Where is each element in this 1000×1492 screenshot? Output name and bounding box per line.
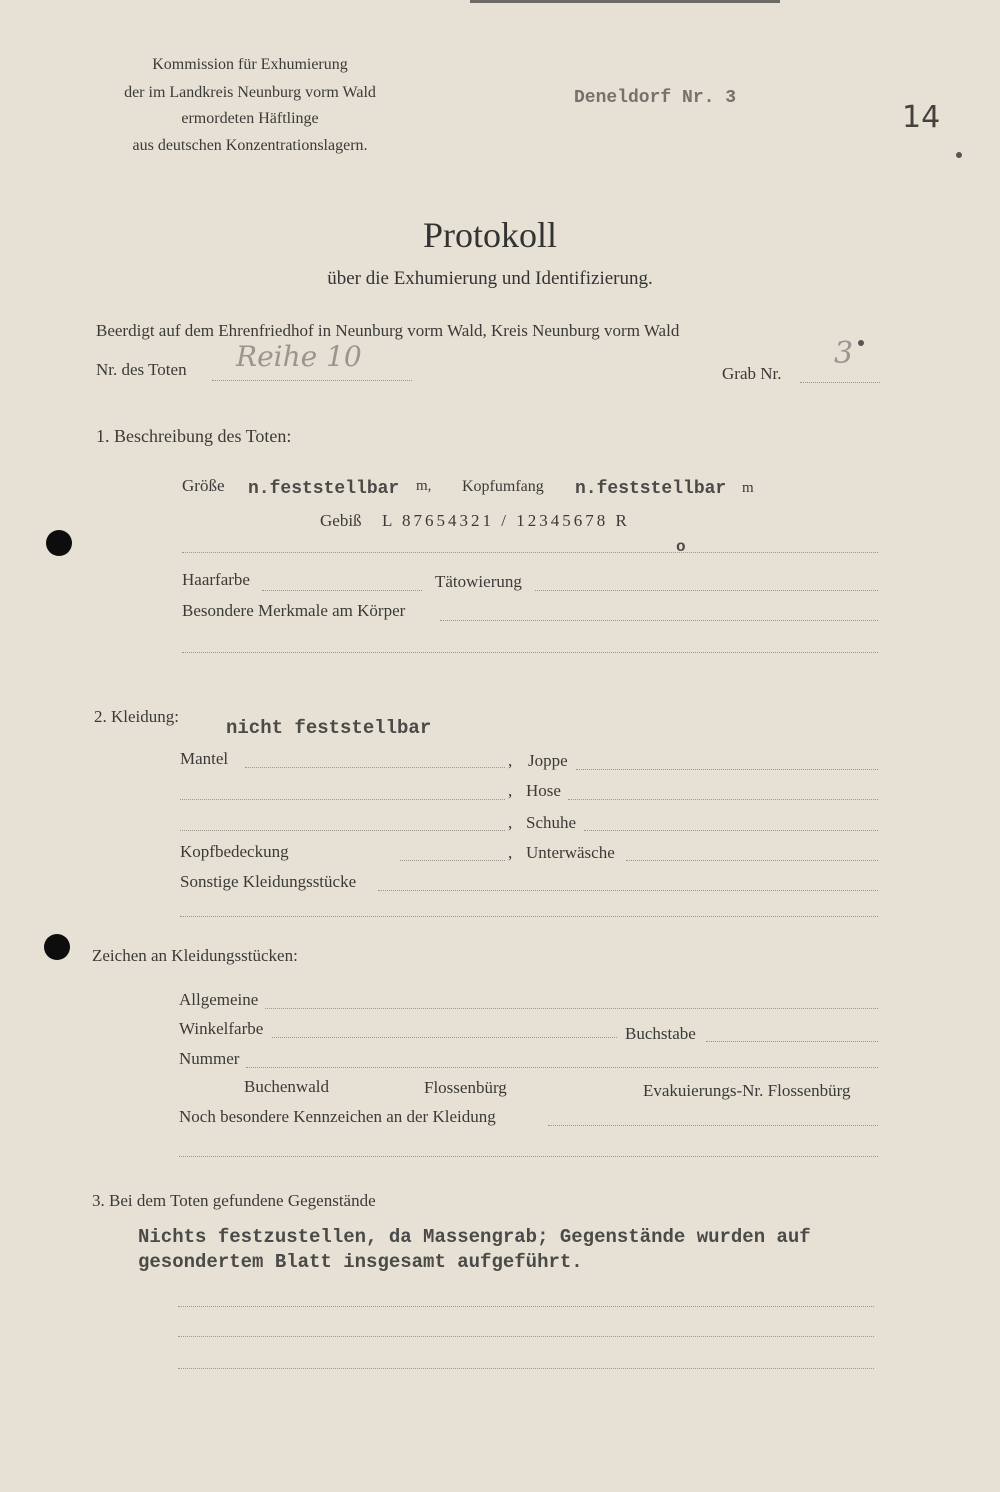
coat-label: Mantel <box>180 749 229 768</box>
ink-speck <box>858 340 864 346</box>
head-circumference-value: n.feststellbar <box>575 479 727 499</box>
top-edge-mark <box>470 0 780 3</box>
clothing-marks-heading: Zeichen an Kleidungsstücken: <box>92 946 298 965</box>
comma: , <box>508 781 513 800</box>
special-marks-label: Besondere Merkmale am Körper <box>182 601 406 620</box>
jacket-line <box>576 769 878 770</box>
grave-number-value: 3 <box>834 336 854 371</box>
other-clothing-label: Sonstige Kleidungsstücke <box>180 872 357 891</box>
coat-line-3 <box>180 830 505 831</box>
clothing-value: nicht feststellbar <box>226 717 432 739</box>
page-number: 14 <box>902 100 941 135</box>
underwear-label: Unterwäsche <box>526 843 615 862</box>
items-line-1 <box>178 1306 874 1307</box>
ink-speck <box>956 152 962 158</box>
number-line <box>246 1067 878 1068</box>
items-line-2 <box>178 1336 874 1337</box>
tattoo-line <box>535 590 878 591</box>
items-line-3 <box>178 1368 874 1369</box>
dead-number-line <box>212 380 412 381</box>
other-marks-line-2 <box>179 1156 878 1157</box>
underwear-line <box>626 860 878 861</box>
trousers-label: Hose <box>526 781 561 800</box>
shoes-line <box>584 830 878 831</box>
page-title: Protokoll <box>422 215 557 255</box>
general-label: Allgemeine <box>179 990 259 1009</box>
section1-heading: 1. Beschreibung des Toten: <box>96 426 292 446</box>
teeth-label: Gebiß <box>320 511 362 530</box>
other-marks-label: Noch besondere Kennzeichen an der Kleidung <box>179 1107 496 1126</box>
commission-line-1: Kommission für Exhumierung <box>152 56 348 73</box>
teeth-chart: L 87654321 / 12345678 R <box>382 511 630 530</box>
punch-hole-top <box>46 530 72 556</box>
items-text-line-2: gesondertem Blatt insgesamt aufgeführt. <box>138 1251 583 1273</box>
triangle-color-label: Winkelfarbe <box>179 1019 264 1038</box>
headwear-label: Kopfbedeckung <box>180 842 289 861</box>
reference-number: Deneldorf Nr. 3 <box>574 88 737 108</box>
letter-line <box>706 1041 878 1042</box>
head-circumference-unit: m <box>742 480 754 496</box>
evacuation-number-label: Evakuierungs-Nr. Flossenbürg <box>643 1081 851 1100</box>
flossenbuerg-label: Flossenbürg <box>424 1078 507 1097</box>
commission-line-4: aus deutschen Konzentrationslagern. <box>132 137 368 154</box>
triangle-color-line <box>272 1037 617 1038</box>
coat-line-2 <box>180 799 505 800</box>
special-marks-line-2 <box>182 652 878 653</box>
letter-label: Buchstabe <box>625 1024 696 1043</box>
jacket-label: Joppe <box>528 751 568 770</box>
grave-number-label: Grab Nr. <box>722 364 782 383</box>
hair-color-label: Haarfarbe <box>182 570 250 589</box>
comma: , <box>508 751 513 770</box>
dead-number-value: Reihe 10 <box>236 340 362 373</box>
headwear-line <box>400 860 505 861</box>
grave-number-line <box>800 382 880 383</box>
general-line <box>265 1008 878 1009</box>
coat-line <box>245 767 505 768</box>
commission-line-3: ermordeten Häftlinge <box>181 110 319 127</box>
head-circumference-label: Kopfumfang <box>462 478 544 495</box>
shoes-label: Schuhe <box>526 813 577 832</box>
section2-heading: 2. Kleidung: <box>94 707 179 726</box>
comma: , <box>508 813 513 832</box>
size-value: n.feststellbar <box>248 479 400 499</box>
commission-line-2: der im Landkreis Neunburg vorm Wald <box>124 84 376 101</box>
other-clothing-line-2 <box>180 916 878 917</box>
punch-hole-bottom <box>44 934 70 960</box>
teeth-note: o <box>676 538 686 556</box>
other-clothing-line <box>378 890 878 891</box>
section3-heading: 3. Bei dem Toten gefundene Gegenstände <box>92 1191 376 1210</box>
burial-location: Beerdigt auf dem Ehrenfriedhof in Neunburg vorm Wald, Kreis Neunburg vorm Wald <box>96 321 680 340</box>
comma: , <box>508 843 513 862</box>
dead-number-label: Nr. des Toten <box>96 360 187 379</box>
trousers-line <box>568 799 878 800</box>
size-label: Größe <box>182 476 225 495</box>
buchenwald-label: Buchenwald <box>244 1077 329 1096</box>
page-subtitle: über die Exhumierung und Identifizierung. <box>327 268 653 289</box>
teeth-line <box>182 552 878 553</box>
special-marks-line <box>440 620 878 621</box>
size-unit: m, <box>416 478 432 494</box>
tattoo-label: Tätowierung <box>435 572 522 591</box>
hair-color-line <box>262 590 422 591</box>
other-marks-line <box>548 1125 878 1126</box>
number-label: Nummer <box>179 1049 240 1068</box>
items-text-line-1: Nichts festzustellen, da Massengrab; Gegenstände wurden auf <box>138 1226 811 1248</box>
